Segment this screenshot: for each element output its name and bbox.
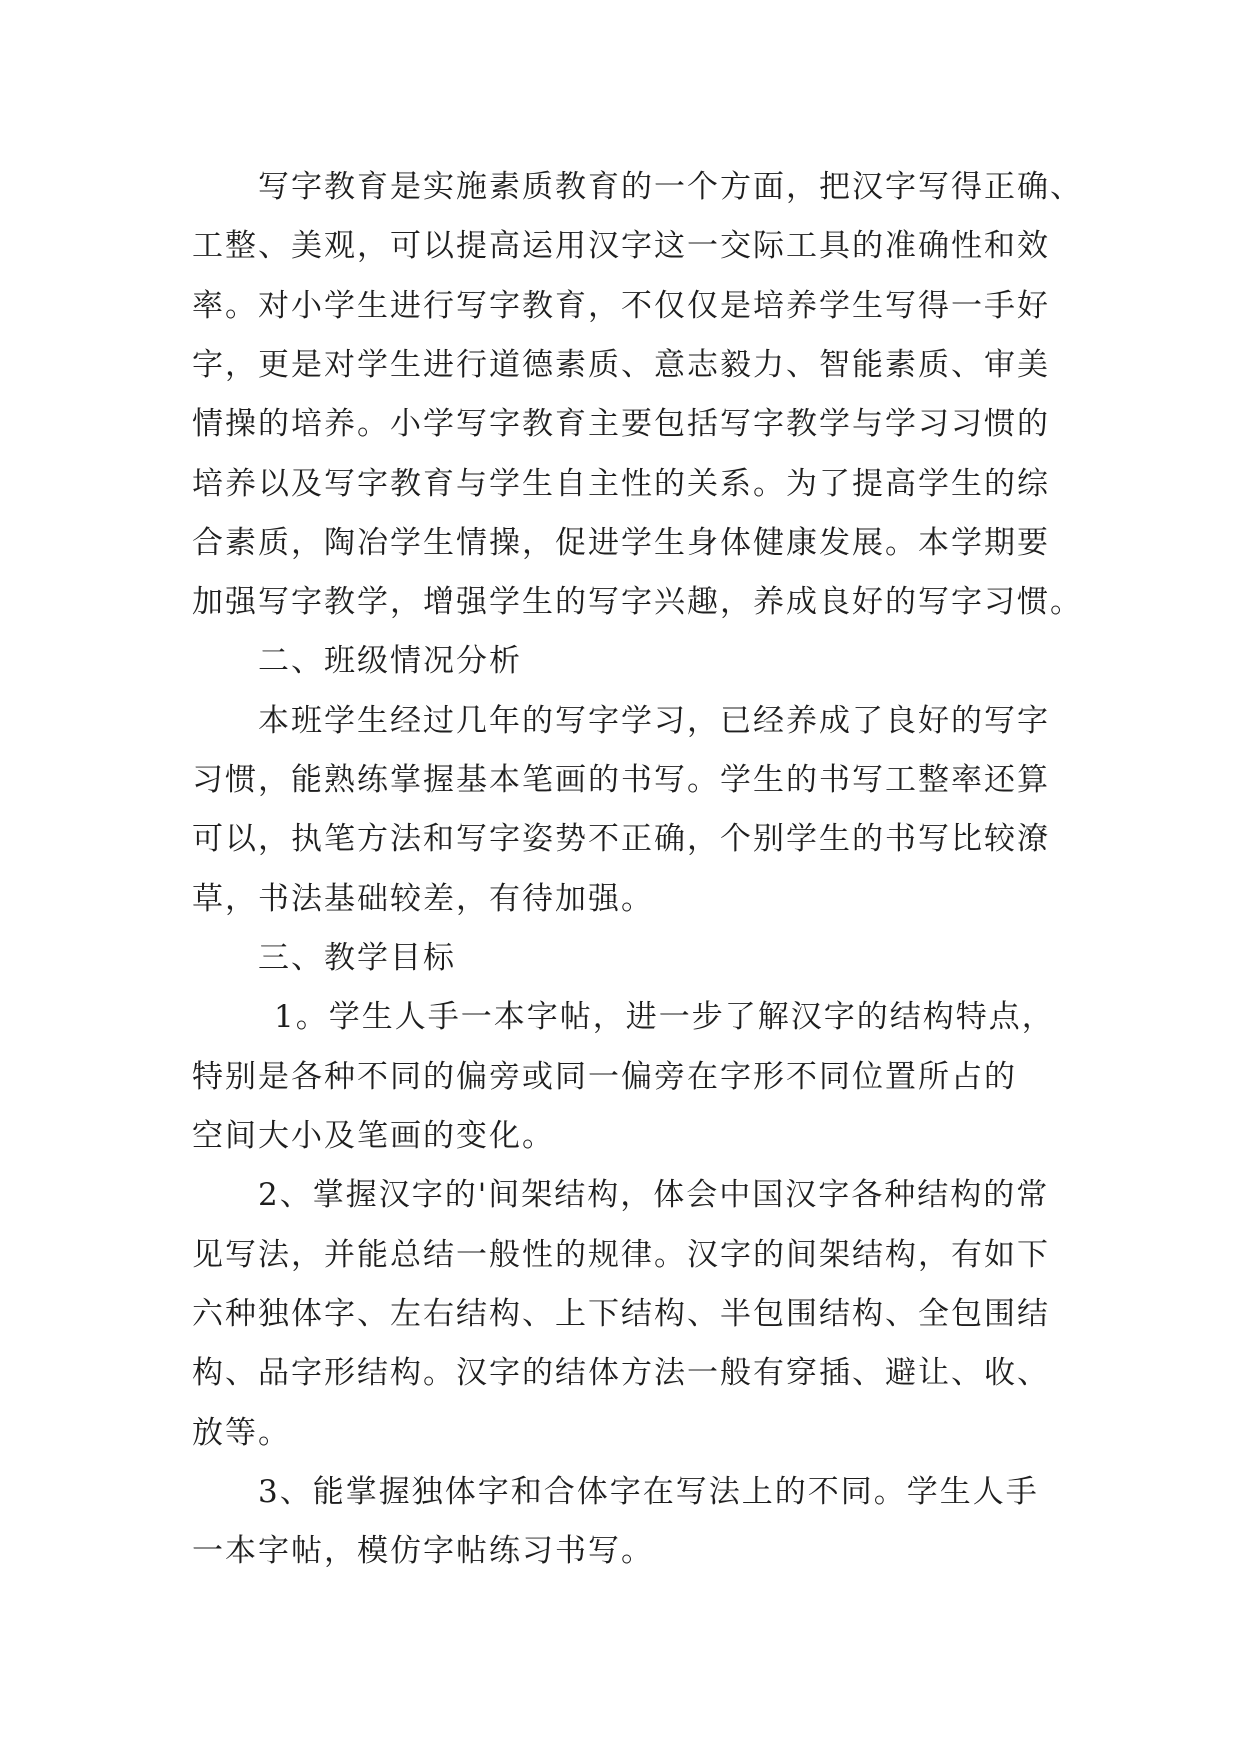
section-heading: 三、教学目标 bbox=[258, 940, 456, 976]
paragraph-line: 加强写字教学，增强学生的写字兴趣，养成良好的写字习惯。 bbox=[192, 584, 1083, 620]
paragraph-line: 培养以及写字教育与学生自主性的关系。为了提高学生的综 bbox=[192, 466, 1050, 502]
list-item-line: 见写法，并能总结一般性的规律。汉字的间架结构，有如下 bbox=[192, 1237, 1050, 1273]
paragraph-line: 可以，执笔方法和写字姿势不正确，个别学生的书写比较潦 bbox=[192, 821, 1050, 857]
paragraph-line: 写字教育是实施素质教育的一个方面，把汉字写得正确、 bbox=[258, 169, 1083, 205]
list-item-line: 2、掌握汉字的'间架结构，体会中国汉字各种结构的常 bbox=[258, 1177, 1050, 1213]
list-item-line: 1。学生人手一本字帖，进一步了解汉字的结构特点， bbox=[274, 999, 1055, 1035]
list-item-line: 空间大小及笔画的变化。 bbox=[192, 1118, 555, 1154]
paragraph-line: 草，书法基础较差，有待加强。 bbox=[192, 881, 654, 917]
paragraph-line: 习惯，能熟练掌握基本笔画的书写。学生的书写工整率还算 bbox=[192, 762, 1050, 798]
list-item-line: 构、品字形结构。汉字的结体方法一般有穿插、避让、收、 bbox=[192, 1355, 1050, 1391]
list-item-line: 一本字帖，模仿字帖练习书写。 bbox=[192, 1533, 654, 1569]
paragraph-line: 本班学生经过几年的写字学习，已经养成了良好的写字 bbox=[258, 703, 1050, 739]
paragraph-line: 字，更是对学生进行道德素质、意志毅力、智能素质、审美 bbox=[192, 347, 1050, 383]
paragraph-line: 合素质，陶冶学生情操，促进学生身体健康发展。本学期要 bbox=[192, 525, 1050, 561]
list-item-line: 六种独体字、左右结构、上下结构、半包围结构、全包围结 bbox=[192, 1296, 1050, 1332]
paragraph-line: 率。对小学生进行写字教育，不仅仅是培养学生写得一手好 bbox=[192, 288, 1050, 324]
list-item-line: 3、能掌握独体字和合体字在写法上的不同。学生人手 bbox=[258, 1474, 1039, 1510]
list-item-line: 特别是各种不同的偏旁或同一偏旁在字形不同位置所占的 bbox=[192, 1059, 1017, 1095]
list-item-line: 放等。 bbox=[192, 1415, 291, 1451]
paragraph-line: 情操的培养。小学写字教育主要包括写字教学与学习习惯的 bbox=[192, 406, 1050, 442]
section-heading: 二、班级情况分析 bbox=[258, 643, 522, 679]
paragraph-line: 工整、美观，可以提高运用汉字这一交际工具的准确性和效 bbox=[192, 228, 1050, 264]
